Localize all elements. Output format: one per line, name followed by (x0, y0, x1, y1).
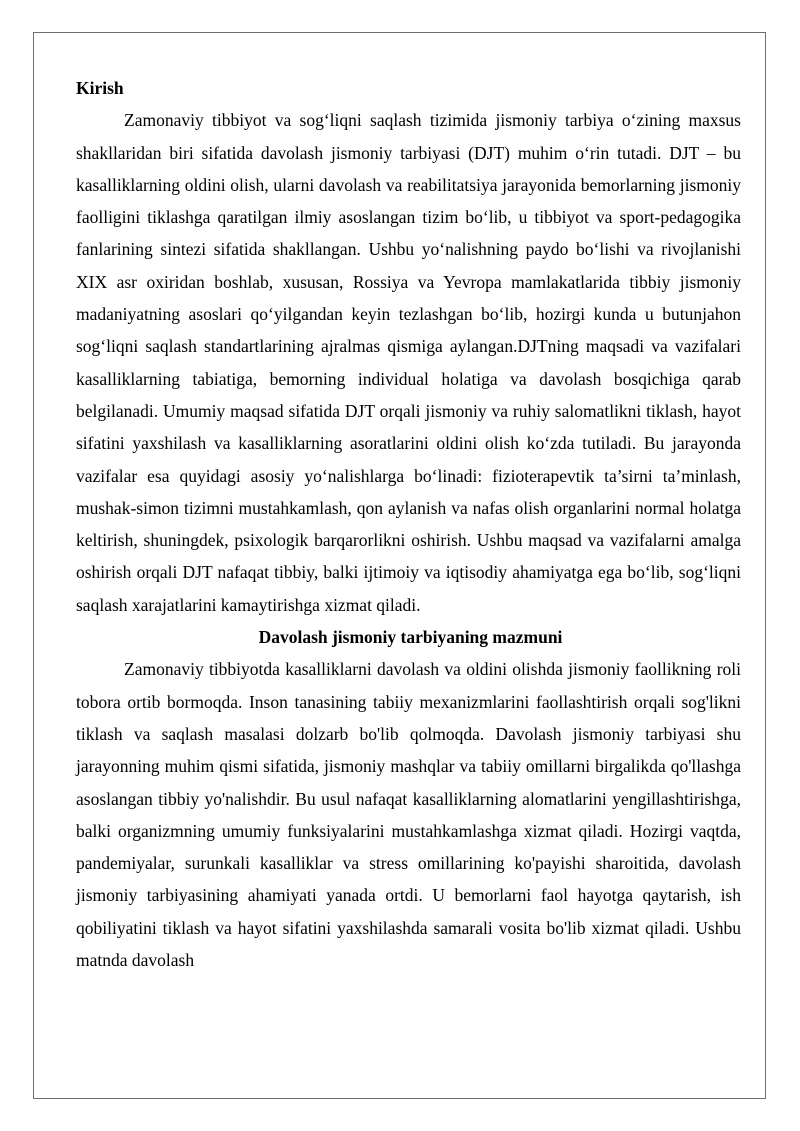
introduction-paragraph: Zamonaviy tibbiyot va sog‘liqni saqlash tizimida jismoniy tarbiya o‘zining maxsus shakllaridan biri sifatida davolash jismoniy tarbiyasi (DJT) muhim o‘rin tutadi. DJT – bu kasalliklarning oldini olish, ularni davolash va reabilitatsiya jarayonida bemorlarning jismoniy faolligini tiklashga qaratilgan ilmiy asoslangan tizim bo‘lib, u tibbiyot va sport-pedagogika fanlarining sintezi sifatida shakllangan. Ushbu yo‘nalishning paydo bo‘lishi va rivojlanishi XIX asr oxiridan boshlab, xususan, Rossiya va Yevropa mamlakatlarida tibbiy jismoniy madaniyatning asoslari qo‘yilgandan keyin tezlashgan bo‘lib, hozirgi kunda u butunjahon sog‘liqni saqlash standartlarining ajralmas qismiga aylangan.DJTning maqsadi va vazifalari kasalliklarning tabiatiga, bemorning individual holatiga va davolash bosqichiga qarab belgilanadi. Umumiy maqsad sifatida DJT orqali jismoniy va ruhiy salomatlikni tiklash, hayot sifatini yaxshilash va kasalliklarning asoratlarini oldini olish ko‘zda tutiladi. Bu jarayonda vazifalar esa quyidagi asosiy yo‘nalishlarga bo‘linadi: fizioterapevtik ta’sirni ta’minlash, mushak-simon tizimni mustahkamlash, qon aylanish va nafas olish organlarini normal holatga keltirish, shuningdek, psixologik barqarorlikni oshirish. Ushbu maqsad va vazifalarni amalga oshirish orqali DJT nafaqat tibbiy, balki ijtimoiy va iqtisodiy ahamiyatga ega bo‘lib, sog‘liqni saqlash xarajatlarini kamaytirishga xizmat qiladi. (76, 110, 741, 615)
content-paragraph: Zamonaviy tibbiyotda kasalliklarni davolash va oldini olishda jismoniy faollikning roli tobora ortib bormoqda. Inson tanasining tabiiy mexanizmlarini faollashtirish orqali sog'likni tiklash va saqlash masalasi dolzarb bo'lib qolmoqda. Davolash jismoniy tarbiyasi shu jarayonning muhim qismi sifatida, jismoniy mashqlar va tabiiy omillarni birgalikda qo'llashga asoslangan tibbiy yo'nalishdir. Bu usul nafaqat kasalliklarning alomatlarini yengillashtirishga, balki organizmning umumiy funksiyalarini mustahkamlashga xizmat qiladi. Hozirgi vaqtda, pandemiyalar, surunkali kasalliklar va stress omillarining ko'payishi sharoitida, davolash jismoniy tarbiyasining ahamiyati yanada ortdi. U bemorlarni faol hayotga qaytarish, ish qobiliyatini tiklash va hayot sifatini yaxshilashda samarali vosita bo'lib xizmat qiladi. Ushbu matnda davolash (76, 659, 741, 971)
section-heading-content: Davolash jismoniy tarbiyaning mazmuni (258, 627, 563, 648)
section-heading-introduction: Kirish (76, 78, 124, 98)
document-body (76, 72, 741, 976)
